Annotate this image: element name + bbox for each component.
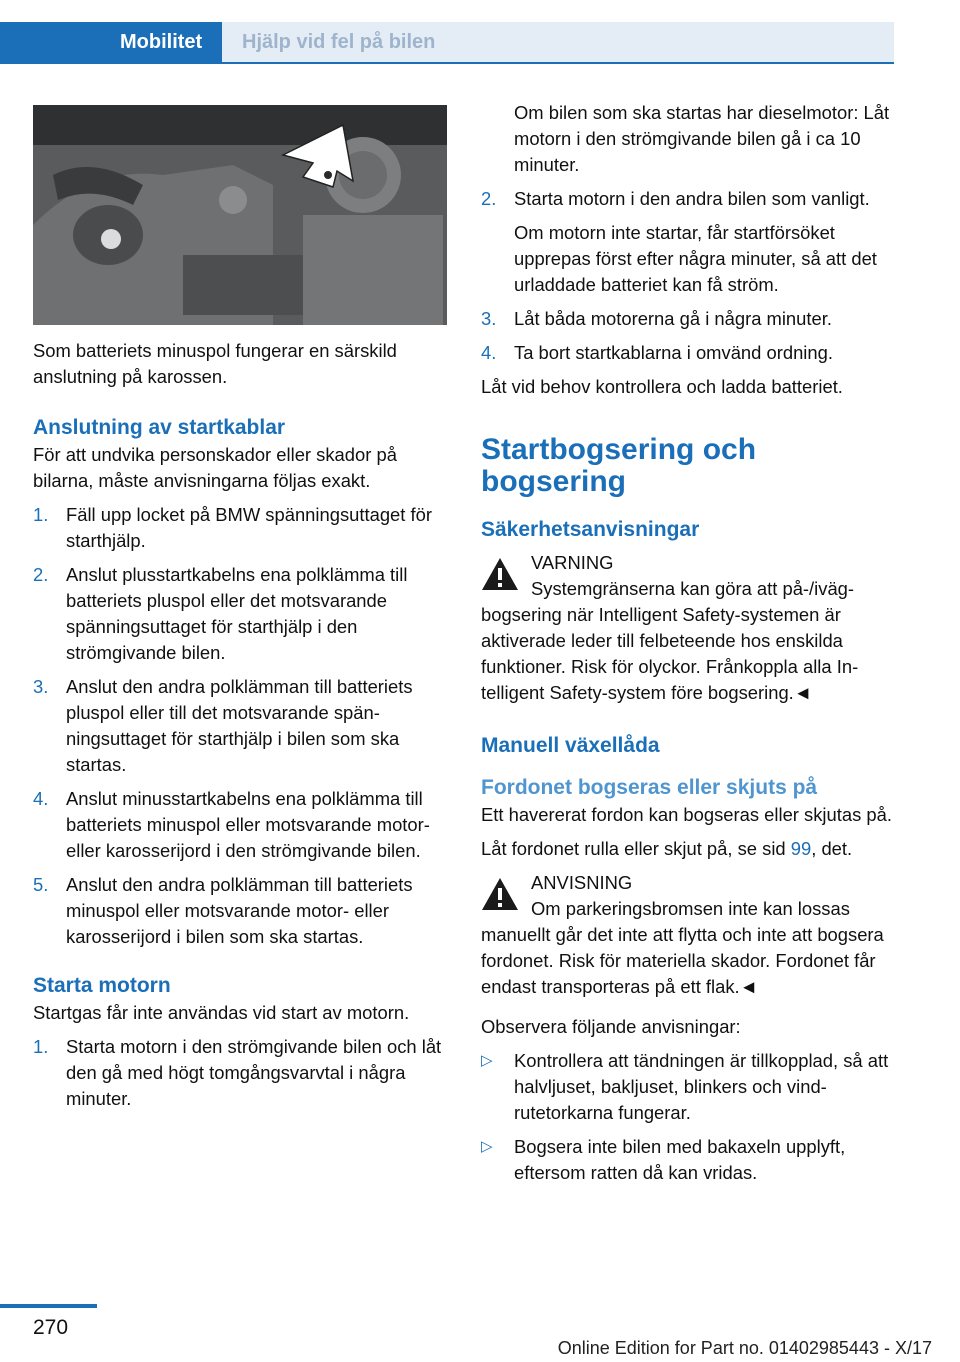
edition-text: Online Edition for Part no. 01402985443 - X/17 [557, 1338, 932, 1358]
list-item [481, 1048, 901, 1126]
step-text: Ta bort startkablarna i omvänd ordning. [514, 342, 833, 363]
list-item [33, 562, 453, 666]
observe-text: Observera följande anvisningar: [481, 1016, 741, 1037]
step-number: 3. [481, 308, 497, 329]
step-text: Anslut plusstartkabelns ena polklämma till batteriets pluspol eller det motsvarande spänningsuttaget för starthjälp i den strömgivande bilen. [66, 564, 408, 663]
step-number: 4. [481, 342, 497, 363]
steps-list-starta-motorn [33, 1034, 453, 1112]
step-number: 3. [33, 676, 49, 697]
closing-text: Låt vid behov kontrollera och ladda batteriet. [481, 376, 843, 397]
step-text: Starta motorn i den strömgivande bilen och låt den gå med högt tomgångsvarvtal i några minuter. [66, 1036, 442, 1109]
step-number: 5. [33, 874, 49, 895]
tab-hjalp-vid-fel[interactable]: Hjälp vid fel på bilen [222, 22, 894, 62]
warning-label: VARNING [531, 552, 614, 573]
header-rule [0, 62, 894, 64]
step-number: 2. [481, 188, 497, 209]
roll-text [481, 836, 901, 862]
warning-text: Om parkeringsbromsen inte kan lossas manuellt går det inte att flytta och inte att bogsera fordonet. Risk för materiella skador. Fordonet får endast transporteras på ett flak.◄ [481, 898, 884, 997]
warning-triangle-icon [480, 876, 520, 912]
chapter-title: Startbogsering och bogsering [481, 433, 757, 498]
step-text: Anslut minusstartkabelns ena polklämma till batteriets minuspol eller motsvarande motor- eller karosserijord i den strömgivande bilen. [66, 788, 430, 861]
step-text: Anslut den andra polklämman till batteriets pluspol eller till det motsvarande spänningsuttaget för starthjälp i bilen som ska startas. [66, 676, 413, 775]
section-title-starta-motorn: Starta motorn [33, 974, 171, 997]
warning-box-varning [481, 550, 901, 706]
diesel-note: Om bilen som ska startas har dieselmotor: Låt motorn i den strömgivande bilen gå i ca 10 minuter. [514, 102, 890, 175]
footer-rule [0, 1304, 97, 1308]
list-item [33, 1034, 453, 1112]
section-title-manuell: Manuell växellåda [481, 734, 660, 757]
list-item [481, 306, 901, 332]
tab-mobilitet[interactable]: Mobilitet [0, 22, 222, 62]
list-item [481, 1134, 901, 1186]
warning-label: ANVISNING [531, 872, 633, 893]
roll-text-after: , det. [811, 838, 853, 859]
section-intro-starta-motorn: Startgas får inte användas vid start av motorn. [33, 1002, 410, 1023]
step-text: Anslut den andra polklämman till batteriets minuspol eller motsvarande motor- eller karosserijord i bilen som ska startas. [66, 874, 413, 947]
page-number: 270 [33, 1316, 69, 1339]
list-item [481, 340, 901, 366]
bullet-text: Bogsera inte bilen med bakaxeln upplyft, eftersom ratten då kan vridas. [514, 1136, 846, 1183]
bullet-triangle-icon: ▷ [481, 1138, 493, 1155]
photo-caption: Som batteriets minuspol fungerar en särskild anslutning på karossen. [33, 340, 397, 387]
towed-text: Ett havererat fordon kan bogseras eller skjutas på. [481, 804, 892, 825]
left-column [33, 338, 453, 1112]
warning-triangle-icon [480, 556, 520, 592]
step-text: Låt båda motorerna gå i några minuter. [514, 308, 832, 329]
right-column [481, 100, 901, 1186]
subsection-title-bogseras: Fordonet bogseras eller skjuts på [481, 776, 818, 799]
list-item [481, 186, 901, 298]
step-number: 2. [33, 564, 49, 585]
page-link-99[interactable]: 99 [790, 838, 812, 859]
section-intro-startkablar: För att undvika personskador eller skador på bilarna, måste anvisningarna följas exakt. [33, 444, 397, 491]
bullet-text: Kontrollera att tändningen är tillkopplad, så att halvljuset, bakljuset, blinkers och vindrutetorkarna fungerar. [514, 1050, 889, 1123]
bullet-triangle-icon: ▷ [481, 1052, 493, 1069]
section-title-startkablar: Anslutning av startkablar [33, 416, 286, 439]
list-item [33, 502, 453, 554]
header-bar [0, 0, 960, 64]
step-subnote: Om motorn inte startar, får startförsöket upprepas först efter några minuter, så att det urladdade batteriet kan få ström. [514, 222, 877, 295]
step-number: 1. [33, 504, 49, 525]
bullet-list [481, 1048, 901, 1186]
step-text: Starta motorn i den andra bilen som vanligt. [514, 188, 870, 209]
section-title-sakerhet: Säkerhetsanvisningar [481, 518, 700, 541]
step-number: 4. [33, 788, 49, 809]
list-item [33, 872, 453, 950]
roll-text-before: Låt fordonet rulla eller skjut på, se sid [481, 838, 791, 859]
steps-list-startkablar [33, 502, 453, 950]
warning-box-anvisning [481, 870, 901, 1000]
step-text: Fäll upp locket på BMW spänningsuttaget för starthjälp. [66, 504, 432, 551]
engine-bay-photo [33, 105, 447, 325]
steps-list-continued [481, 186, 901, 366]
warning-text: Systemgränserna kan göra att på-/ivägbogsering när Intelligent Safety-systemen är aktiverade leder till felbeteende hos enskilda funktioner. Risk för olyckor. Frånkoppla alla Intelligent Safety-system före bogsering.◄ [481, 578, 859, 703]
list-item [33, 674, 453, 778]
list-item [33, 786, 453, 864]
step-number: 1. [33, 1036, 49, 1057]
